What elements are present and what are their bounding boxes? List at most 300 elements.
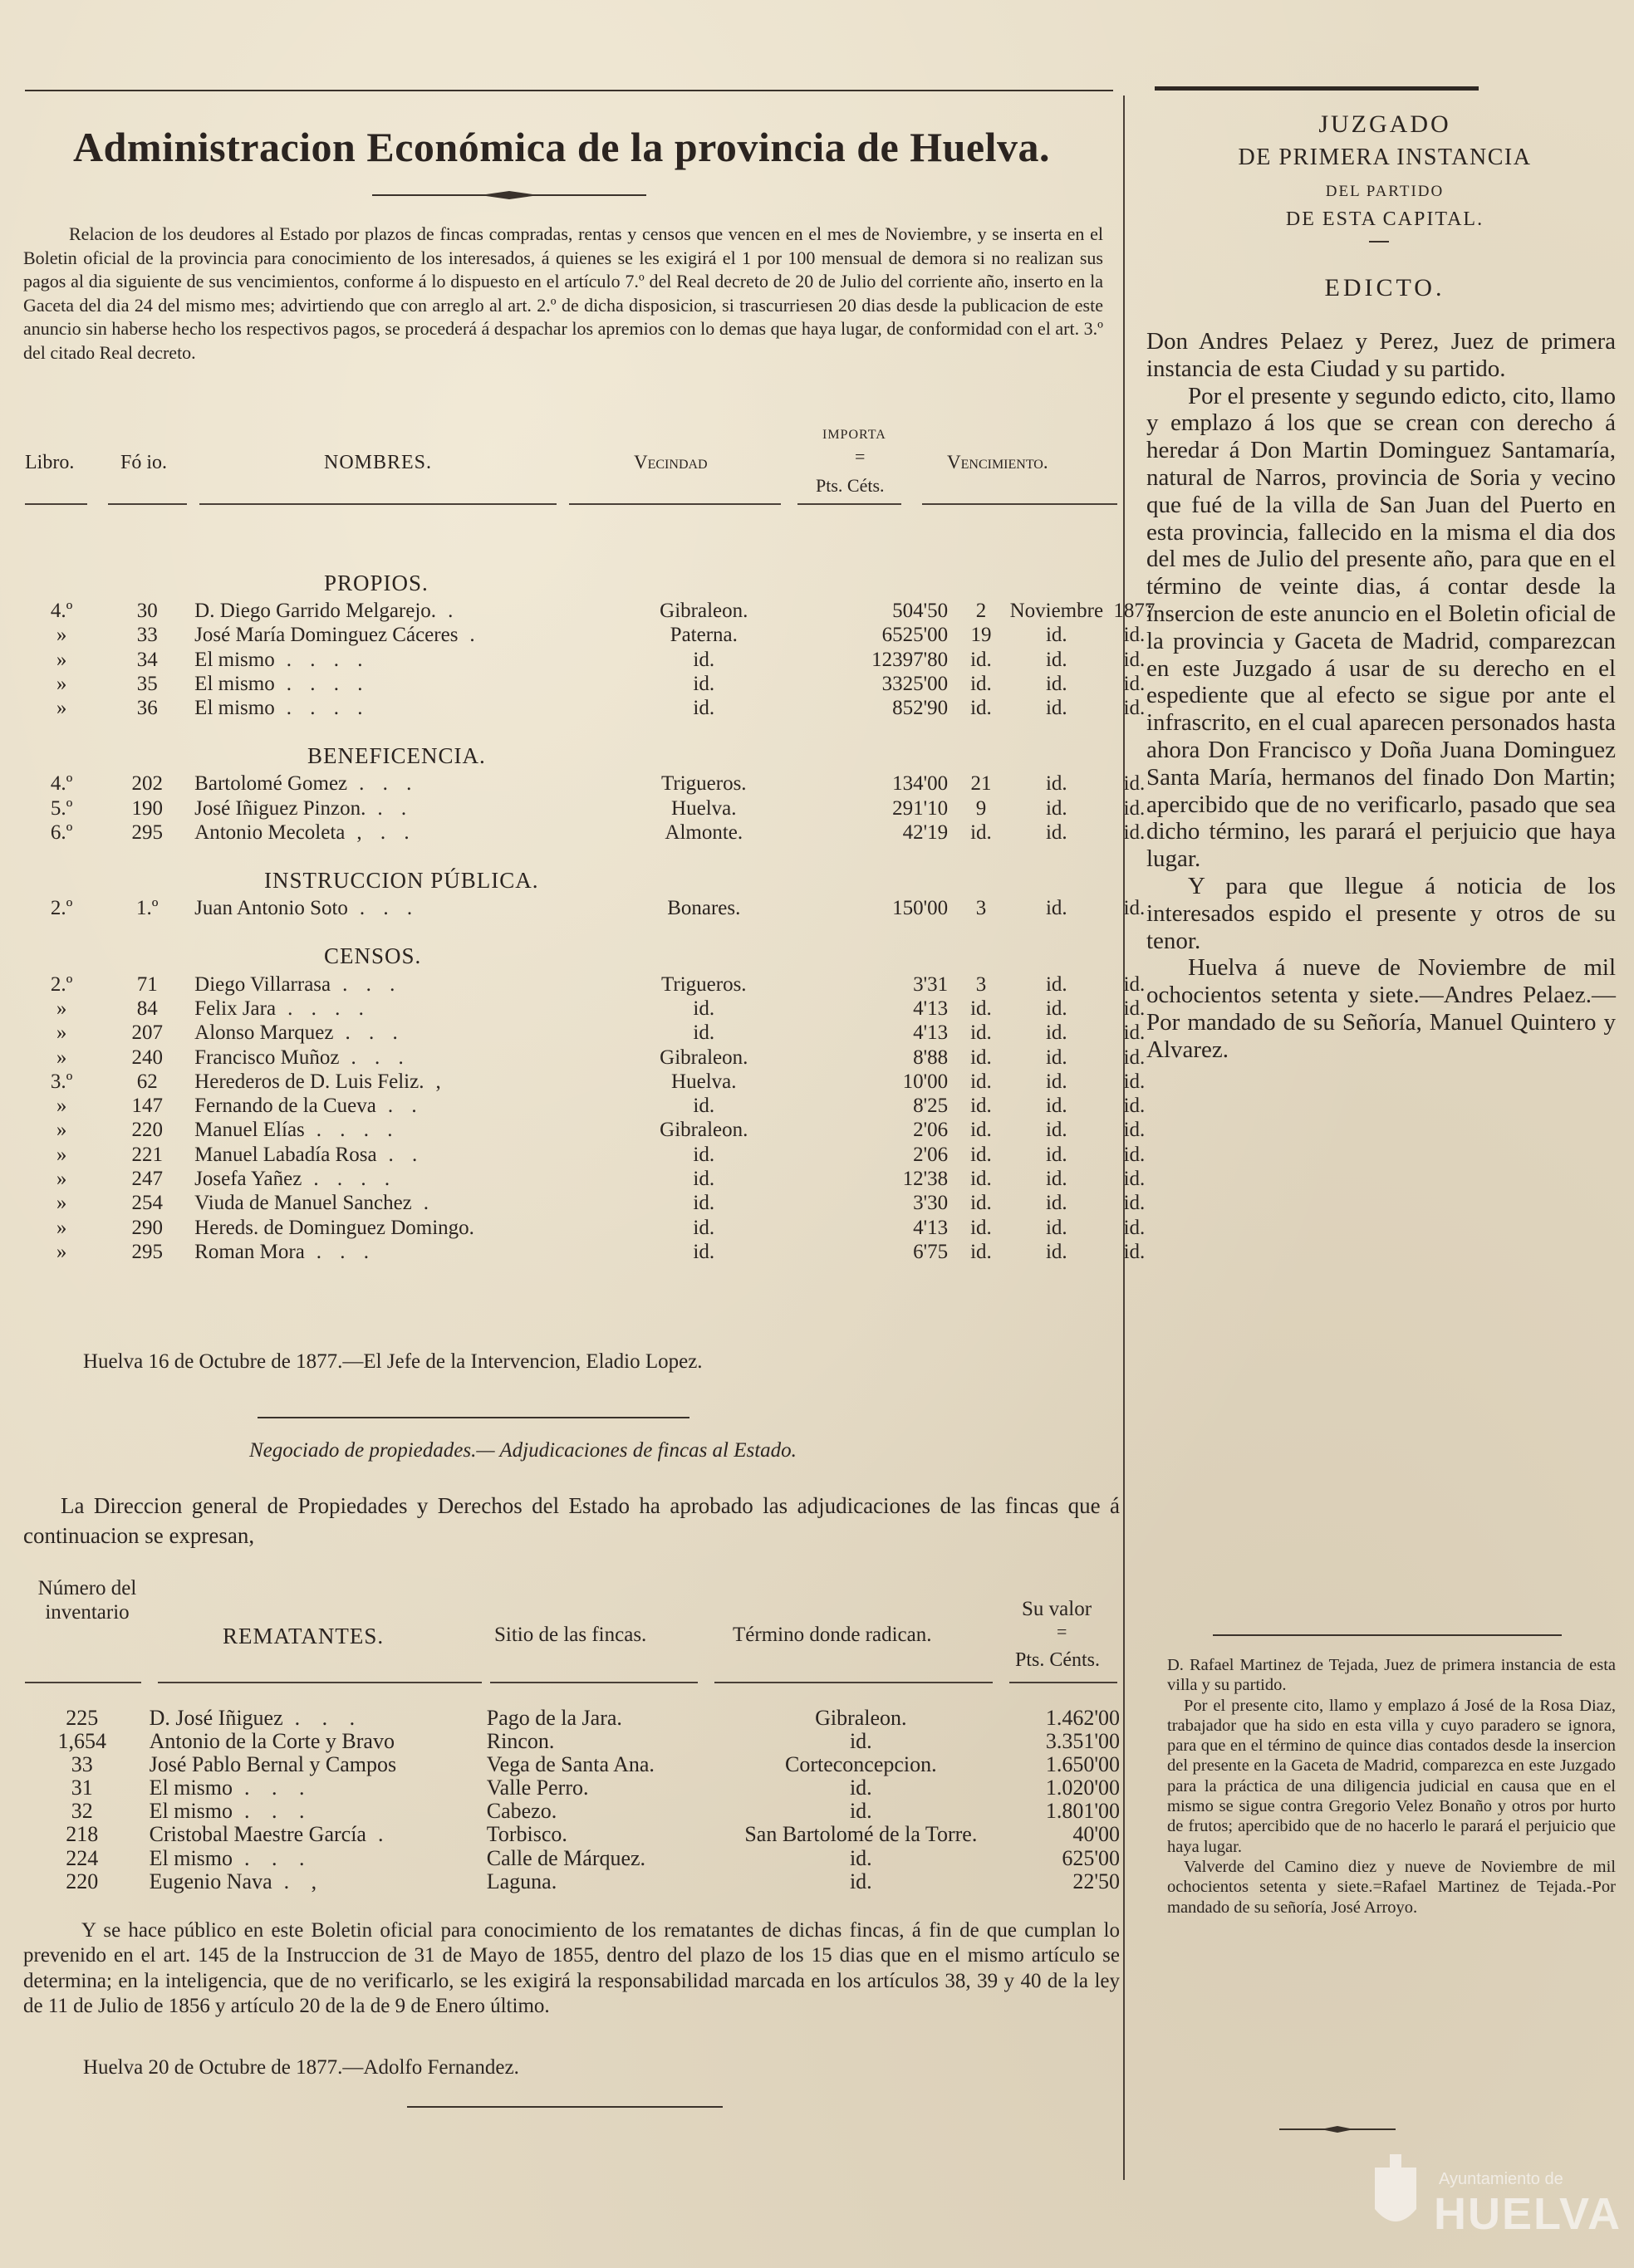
termino-cell: id.	[849, 1869, 872, 1893]
vencimiento-mes-cell: id.	[1045, 1021, 1067, 1045]
sitio-cell: Valle Perro.	[486, 1776, 589, 1800]
nombre-text: D. Diego Garrido Melgarejo.	[194, 600, 437, 622]
sitio-cell: Vega de Santa Ana.	[486, 1752, 655, 1777]
section-title: PROPIOS.	[324, 570, 429, 595]
vencimiento-anio-cell: id.	[1123, 624, 1146, 647]
termino-cell: id.	[849, 1845, 872, 1870]
adjudications-signature: Huelva 20 de Octubre de 1877.—Adolfo Fernandez.	[83, 2056, 519, 2079]
inventario-cell: 31	[71, 1776, 93, 1800]
nombre-cell	[194, 1118, 596, 1142]
rematante-cell	[141, 1776, 487, 1800]
vencimiento-dia-cell: id.	[970, 1240, 992, 1263]
sitio-cell: Laguna.	[486, 1869, 557, 1893]
rematante-text: José Pablo Bernal y Campos	[149, 1752, 397, 1777]
importe-cell: 12'38	[902, 1168, 949, 1191]
inventario-cell: 218	[66, 1822, 99, 1847]
juzgado-capital: DE ESTA CAPITAL.	[1285, 208, 1484, 230]
debtors-intro: Relacion de los deudores al Estado por plazos de fincas compradas, rentas y censos que vencen en el mes de Noviembre, y se inserta en el Boletin oficial de la provincia para conocimiento de los interesados, á quienes se les exigirá el 1 por 100 mensual de demora si no realizan sus pagos al dia siguiente de sus vencimientos, conforme á lo dispuesto en el artículo 7.º del Real decreto de 20 de Julio del corriente año, inserto en la Gaceta del dia 24 del mismo mes; advirtiendo que con arreglo al art. 2.º de dicha disposicion, si trascurriesen 20 dias desde la publicacion de este anuncio sin haberse hecho los respectivos pagos, se procederá á despachar los apremios con lo demas que haya lugar, de conformidad con el art. 3.º del citado Real decreto.	[23, 223, 1103, 363]
adj-underline-5	[1009, 1682, 1117, 1683]
section-title: INSTRUCCION PÚBLICA.	[264, 868, 539, 894]
edicto-heading: EDICTO.	[1324, 274, 1445, 301]
libro-cell: 2.º	[50, 897, 73, 920]
vencimiento-mes-cell: id.	[1045, 1070, 1067, 1093]
vencimiento-dia-cell: id.	[970, 1216, 992, 1239]
sitio-cell: Cabezo.	[486, 1799, 557, 1824]
vencimiento-anio-cell: id.	[1123, 772, 1146, 796]
rematante-text: Cristobal Maestre García	[149, 1822, 366, 1847]
header-vecindad: Vecindad	[634, 452, 708, 473]
leader-dots: . ,	[283, 1869, 326, 1893]
header-valor: Su valor	[1022, 1598, 1092, 1620]
importe-cell: 134'00	[892, 772, 949, 796]
header-valor-units: Pts. Cénts.	[1015, 1649, 1101, 1671]
leader-dots: .	[377, 1822, 392, 1847]
debtors-table	[23, 544, 1161, 1264]
valor-cell: 22'50	[1072, 1869, 1120, 1893]
table-row	[23, 1118, 1161, 1142]
vecindad-cell: Almonte.	[665, 821, 743, 845]
shield-icon	[1367, 2151, 1425, 2242]
vencimiento-anio-cell: id.	[1123, 1021, 1146, 1045]
vecindad-cell: Huelva.	[671, 1070, 737, 1093]
leader-dots: . .	[377, 796, 414, 820]
table-row	[23, 1847, 1124, 1870]
libro-cell: »	[56, 1216, 67, 1239]
importe-cell: 4'13	[913, 1216, 949, 1239]
nombre-text: Francisco Muñoz	[194, 1046, 340, 1069]
header-numero-inventario: Número del inventario	[37, 1577, 137, 1624]
libro-cell: »	[56, 1168, 67, 1191]
vencimiento-dia-cell: 19	[970, 624, 992, 647]
libro-cell: 6.º	[50, 821, 73, 845]
table-row	[23, 1753, 1124, 1776]
vecindad-cell: Trigueros.	[660, 972, 747, 996]
importe-cell: 8'25	[913, 1095, 949, 1118]
vencimiento-anio-cell: id.	[1123, 1216, 1146, 1239]
table-row	[23, 972, 1161, 997]
vencimiento-anio-cell: id.	[1123, 1119, 1146, 1142]
header-termino: Término donde radican.	[733, 1624, 932, 1646]
importe-cell: 12397'80	[871, 648, 949, 671]
vecindad-cell: id.	[693, 1240, 715, 1263]
vencimiento-anio-cell: id.	[1123, 1143, 1146, 1166]
nombre-cell	[194, 1094, 596, 1118]
libro-cell: »	[56, 1143, 67, 1166]
vecindad-cell: id.	[693, 1021, 715, 1045]
table-row	[23, 1800, 1124, 1823]
folio-cell: 147	[131, 1095, 163, 1118]
table-row	[23, 1870, 1124, 1893]
libro-cell: »	[56, 997, 67, 1020]
nombre-text: Manuel Elías	[194, 1119, 305, 1142]
libro-cell: 4.º	[50, 772, 73, 796]
rematante-cell	[141, 1847, 487, 1870]
adj-underline-4	[714, 1682, 993, 1683]
nombre-text: Antonio Mecoleta	[194, 821, 346, 845]
juzgado-subtitle: DE PRIMERA INSTANCIA	[1238, 145, 1532, 170]
vencimiento-dia-cell: 3	[975, 972, 987, 996]
valor-cell: 1.462'00	[1045, 1706, 1120, 1730]
edict-paragraph: Por el presente y segundo edicto, cito, llamo y emplazo á los que se crean con derecho á heredar á Don Martin Dominguez Santamaría, natural de Narros, provincia de Soria y vecino que fué de la villa de San Juan del Puerto en esta provincia, fallecido en la misma el dia dos del mes de Julio del presente año, para que en el término de veinte dias, á contar desde la insercion de este anuncio en el Boletin oficial de la provincia y Gaceta de Madrid, comparezcan en este Juzgado á usar de su derecho en el espediente que al efecto se sigue por ante el infrascrito, en el cual aparecen personados hasta ahora Don Francisco y Doña Juana Dominguez Santa María, hermanos del finado Don Martin; apercibido que de no verificarlo, pasado que sea dicho término, les parará el perjuicio que haya lugar.	[1146, 382, 1616, 873]
importe-cell: 852'90	[892, 697, 949, 720]
table-row	[23, 623, 1161, 647]
vencimiento-anio-cell: id.	[1123, 1095, 1146, 1118]
vecindad-cell: id.	[693, 1095, 715, 1118]
libro-cell: »	[56, 624, 67, 647]
vencimiento-mes-cell: id.	[1045, 997, 1067, 1020]
termino-cell: id.	[849, 1799, 872, 1824]
header-nombres: NOMBRES.	[324, 452, 433, 473]
libro-cell: »	[56, 672, 67, 695]
nombre-text: El mismo	[194, 697, 275, 720]
header-underline-5	[797, 503, 901, 505]
folio-cell: 295	[131, 1240, 163, 1263]
vencimiento-mes-cell: Noviembre	[1009, 600, 1104, 622]
valor-cell: 1.650'00	[1045, 1752, 1120, 1777]
vencimiento-mes-cell: id.	[1045, 1143, 1067, 1166]
leader-dots: ,	[435, 1070, 448, 1093]
vencimiento-dia-cell: id.	[970, 1119, 992, 1142]
edict-paragraph: Don Andres Pelaez y Perez, Juez de primera instancia de esta Ciudad y su partido.	[1146, 328, 1616, 382]
adj-underline-3	[490, 1682, 698, 1683]
nombre-text: Roman Mora	[194, 1240, 305, 1263]
importe-cell: 6525'00	[881, 624, 949, 647]
leader-dots: . .	[387, 1095, 424, 1118]
vecindad-cell: Huelva.	[671, 796, 737, 820]
header-folio: Fó io.	[120, 452, 168, 473]
top-rule-left	[25, 90, 1113, 91]
nombre-text: José Iñiguez Pinzon.	[194, 796, 366, 820]
header-importa-units: Pts. Céts.	[816, 475, 885, 496]
section-heading-row	[23, 845, 1161, 896]
vecindad-cell: Trigueros.	[660, 772, 747, 796]
vecindad-cell: id.	[693, 1192, 715, 1215]
rematante-text: Eugenio Nava	[149, 1869, 272, 1893]
vencimiento-anio-cell: id.	[1123, 1168, 1146, 1191]
section-heading-row	[23, 544, 1161, 599]
main-title: Administracion Económica de la provincia de Huelva.	[73, 124, 1050, 170]
nombre-text: Hereds. de Dominguez Domingo.	[194, 1216, 474, 1239]
debtors-signature: Huelva 16 de Octubre de 1877.—El Jefe de la Intervencion, Eladio Lopez.	[83, 1350, 703, 1373]
vencimiento-dia-cell: id.	[970, 1192, 992, 1215]
nombre-text: Bartolomé Gomez	[194, 772, 348, 796]
table-row	[23, 1776, 1124, 1800]
end-ornament	[1279, 2124, 1396, 2134]
vencimiento-anio-cell: id.	[1123, 997, 1146, 1020]
nombre-cell	[194, 1021, 596, 1045]
inventario-cell: 224	[66, 1845, 99, 1870]
vecindad-cell: Gibraleon.	[660, 1046, 748, 1069]
adj-underline-2	[158, 1682, 482, 1683]
adjudications-intro: La Direccion general de Propiedades y Derechos del Estado ha aprobado las adjudicaciones de las fincas que á continuacion se expresan,	[23, 1493, 1120, 1548]
rematante-cell	[141, 1800, 487, 1823]
vencimiento-mes-cell: id.	[1045, 697, 1067, 720]
folio-cell: 202	[131, 772, 163, 796]
adj-underline-1	[25, 1682, 141, 1683]
nombre-text: Fernando de la Cueva	[194, 1095, 376, 1118]
vencimiento-mes-cell: id.	[1045, 1240, 1067, 1263]
vecindad-cell: id.	[693, 697, 715, 720]
header-sitio: Sitio de las fincas.	[494, 1624, 647, 1646]
libro-cell: »	[56, 1095, 67, 1118]
vencimiento-mes-cell: id.	[1045, 1095, 1067, 1118]
vencimiento-anio-cell: id.	[1123, 1070, 1146, 1093]
vencimiento-dia-cell: id.	[970, 1070, 992, 1093]
leader-dots: . . . .	[286, 648, 370, 671]
nombre-cell	[194, 1167, 596, 1191]
folio-cell: 84	[136, 997, 158, 1020]
nombre-cell	[194, 772, 596, 796]
rematante-cell	[141, 1823, 487, 1846]
folio-cell: 62	[136, 1070, 158, 1093]
leader-dots: . . .	[345, 1021, 405, 1045]
section-separator	[258, 1417, 689, 1418]
nombre-text: Juan Antonio Soto	[194, 897, 348, 920]
vencimiento-dia-cell: id.	[970, 1021, 992, 1045]
vencimiento-anio-cell: id.	[1123, 648, 1146, 671]
leader-dots: . . .	[359, 897, 420, 920]
vencimiento-mes-cell: id.	[1045, 672, 1067, 695]
vencimiento-anio-cell: 1877	[1113, 600, 1156, 622]
title-ornament	[372, 189, 646, 201]
leader-dots: . . .	[316, 1240, 376, 1263]
termino-cell: id.	[849, 1729, 872, 1754]
importe-cell: 2'06	[913, 1119, 949, 1142]
vencimiento-mes-cell: id.	[1045, 1216, 1067, 1239]
nombre-cell	[194, 820, 596, 845]
table-row	[23, 1070, 1161, 1094]
folio-cell: 220	[131, 1119, 163, 1142]
inventario-cell: 220	[66, 1869, 99, 1893]
nombre-cell	[194, 696, 596, 720]
table-row	[23, 820, 1161, 845]
folio-cell: 35	[136, 672, 158, 695]
importe-cell: 4'13	[913, 1021, 949, 1045]
rematante-text: El mismo	[149, 1776, 233, 1800]
rematante-text: El mismo	[149, 1799, 233, 1824]
vencimiento-dia-cell: 9	[975, 796, 987, 820]
juzgado-partido: DEL PARTIDO	[1325, 183, 1445, 200]
header-valor-eq: =	[1057, 1621, 1067, 1642]
vecindad-cell: id.	[693, 1143, 715, 1166]
rematante-cell	[141, 1753, 487, 1776]
importe-cell: 8'88	[913, 1046, 949, 1069]
header-importa-eq: =	[855, 446, 866, 467]
vencimiento-dia-cell: id.	[970, 672, 992, 695]
inventario-cell: 33	[71, 1752, 93, 1777]
libro-cell: »	[56, 1119, 67, 1142]
nombre-cell	[194, 997, 596, 1021]
leader-dots: . . . .	[287, 997, 370, 1020]
vencimiento-dia-cell: id.	[970, 821, 992, 845]
table-row	[23, 672, 1161, 696]
nombre-cell	[194, 972, 596, 997]
adjudications-closing: Y se hace público en este Boletin oficial para conocimiento de los rematantes de dichas fincas, á fin de que cumplan lo prevenido en el art. 145 de la Instruccion de 31 de Mayo de 1855, dentro del plazo de los 15 dias que en el mismo artículo se determina; en la inteligencia, que de no verificarlo, se les exigirá la responsabilidad marcada en los artículos 38, 39 y 40 de la ley de 11 de Julio de 1856 y artículo 20 de la de 9 de Enero último.	[23, 1919, 1120, 2017]
leader-dots: . . .	[294, 1706, 364, 1730]
vencimiento-anio-cell: id.	[1123, 1240, 1146, 1263]
second-edict	[1167, 1655, 1616, 1918]
header-underline-6	[922, 503, 1117, 505]
inventario-cell: 1,654	[57, 1729, 107, 1754]
nombre-text: Josefa Yañez	[194, 1168, 302, 1191]
vecindad-cell: id.	[693, 997, 715, 1020]
table-row	[23, 1823, 1124, 1846]
leader-dots: . . . .	[286, 672, 370, 695]
folio-cell: 247	[131, 1168, 163, 1191]
table-row	[23, 696, 1161, 720]
importe-cell: 504'50	[892, 600, 949, 622]
nombre-text: José María Dominguez Cáceres	[194, 624, 459, 647]
termino-cell: id.	[849, 1776, 872, 1800]
vencimiento-mes-cell: id.	[1045, 1168, 1067, 1191]
folio-cell: 34	[136, 648, 158, 671]
vencimiento-mes-cell: id.	[1045, 821, 1067, 845]
table-row	[23, 1216, 1161, 1240]
folio-cell: 71	[136, 972, 158, 996]
libro-cell: »	[56, 1046, 67, 1069]
negociado-title: Negociado de propiedades.— Adjudicaciones de fincas al Estado.	[249, 1439, 797, 1462]
libro-cell: »	[56, 1021, 67, 1045]
leader-dots: . .	[388, 1143, 424, 1166]
vencimiento-dia-cell: 3	[975, 897, 987, 920]
rematante-text: Antonio de la Corte y Bravo	[149, 1729, 395, 1754]
sitio-cell: Rincon.	[486, 1729, 555, 1754]
folio-cell: 30	[136, 600, 158, 622]
table-row	[23, 1021, 1161, 1045]
libro-cell: 2.º	[50, 972, 73, 996]
nombre-text: Felix Jara	[194, 997, 277, 1020]
valor-cell: 1.801'00	[1045, 1799, 1120, 1824]
rematante-cell	[141, 1707, 487, 1730]
header-libro: Libro.	[25, 452, 75, 473]
nombre-cell	[194, 623, 596, 647]
leader-dots: . . .	[351, 1046, 410, 1069]
header-underline-3	[199, 503, 557, 505]
section-title: CENSOS.	[324, 943, 422, 969]
libro-cell: »	[56, 648, 67, 671]
folio-cell: 207	[131, 1021, 163, 1045]
vencimiento-anio-cell: id.	[1123, 897, 1146, 920]
vecindad-cell: id.	[693, 672, 715, 695]
table-row	[23, 1167, 1161, 1191]
valor-cell: 40'00	[1072, 1822, 1120, 1847]
valor-cell: 3.351'00	[1045, 1729, 1120, 1754]
importe-cell: 42'19	[902, 821, 949, 845]
valor-cell: 625'00	[1062, 1845, 1120, 1870]
nombre-text: Herederos de D. Luis Feliz.	[194, 1070, 424, 1093]
leader-dots: . . . .	[286, 697, 370, 720]
libro-cell: 3.º	[50, 1070, 73, 1093]
table-row	[23, 896, 1161, 920]
termino-cell: Gibraleon.	[815, 1706, 907, 1730]
folio-cell: 190	[131, 796, 163, 820]
section-heading-row	[23, 720, 1161, 772]
vencimiento-anio-cell: id.	[1123, 1046, 1146, 1069]
table-row	[23, 1707, 1124, 1730]
leader-dots: . . .	[244, 1845, 313, 1870]
termino-cell: San Bartolomé de la Torre.	[744, 1822, 978, 1847]
leader-dots: . . .	[359, 772, 419, 796]
rematante-text: El mismo	[149, 1845, 233, 1870]
edict-body	[1146, 328, 1616, 1064]
vencimiento-mes-cell: id.	[1045, 772, 1067, 796]
vencimiento-dia-cell: id.	[970, 1168, 992, 1191]
nombre-text: Alonso Marquez	[194, 1021, 334, 1045]
termino-cell: Corteconcepcion.	[784, 1752, 937, 1777]
leader-dots: , . .	[356, 821, 416, 845]
rematante-text: D. José Iñiguez	[149, 1706, 283, 1730]
table-row	[23, 648, 1161, 672]
second-edict-paragraph: Valverde del Camino diez y nueve de Noviembre de mil ochocientos setenta y siete.=Rafael Martinez de Tejada.-Por mandado de su señoría, José Arroyo.	[1167, 1857, 1616, 1917]
nombre-cell	[194, 1143, 596, 1167]
bottom-separator	[407, 2106, 723, 2108]
header-underline-1	[25, 503, 87, 505]
vencimiento-dia-cell: id.	[970, 997, 992, 1020]
vecindad-cell: Gibraleon.	[660, 600, 748, 622]
folio-cell: 1.º	[135, 897, 159, 920]
nombre-cell	[194, 1240, 596, 1264]
leader-dots: . . .	[342, 972, 402, 996]
nombre-cell	[194, 672, 596, 696]
table-row	[23, 1094, 1161, 1118]
importe-cell: 10'00	[902, 1070, 949, 1093]
vencimiento-anio-cell: id.	[1123, 972, 1146, 996]
vencimiento-dia-cell: id.	[970, 1046, 992, 1069]
leader-dots: .	[469, 624, 482, 647]
nombre-cell	[194, 1070, 596, 1094]
edict-paragraph: Y para que llegue á noticia de los interesados espido el presente y otros de su tenor.	[1146, 872, 1616, 954]
nombre-cell	[194, 599, 596, 623]
leader-dots: . . .	[244, 1799, 313, 1824]
nombre-cell	[194, 1046, 596, 1070]
rematante-cell	[141, 1870, 487, 1893]
rematante-cell	[141, 1730, 487, 1753]
vencimiento-mes-cell: id.	[1045, 1119, 1067, 1142]
importe-cell: 6'75	[913, 1240, 949, 1263]
vencimiento-mes-cell: id.	[1045, 796, 1067, 820]
folio-cell: 290	[131, 1216, 163, 1239]
nombre-text: Diego Villarrasa	[194, 972, 331, 996]
vecindad-cell: id.	[693, 1168, 715, 1191]
header-vencimiento: Vencimiento.	[947, 452, 1048, 473]
nombre-cell	[194, 1191, 596, 1215]
importe-cell: 3325'00	[881, 672, 949, 695]
vencimiento-mes-cell: id.	[1045, 648, 1067, 671]
folio-cell: 240	[131, 1046, 163, 1069]
header-importa: IMPORTA	[822, 428, 886, 442]
table-row	[23, 1143, 1161, 1167]
nombre-text: El mismo	[194, 672, 275, 695]
table-row	[23, 1730, 1124, 1753]
sitio-cell: Pago de la Jara.	[486, 1706, 622, 1730]
nombre-cell	[194, 648, 596, 672]
watermark-small-text: Ayuntamiento de	[1439, 2170, 1563, 2188]
libro-cell: »	[56, 1192, 67, 1215]
table-row	[23, 772, 1161, 796]
folio-cell: 295	[131, 821, 163, 845]
vencimiento-mes-cell: id.	[1045, 1046, 1067, 1069]
vecindad-cell: Gibraleon.	[660, 1119, 748, 1142]
header-underline-2	[108, 503, 187, 505]
vencimiento-dia-cell: id.	[970, 1143, 992, 1166]
vencimiento-dia-cell: id.	[970, 1095, 992, 1118]
table-row	[23, 997, 1161, 1021]
vecindad-cell: Paterna.	[670, 624, 738, 647]
juzgado-title: JUZGADO	[1318, 110, 1451, 138]
table-row	[23, 1191, 1161, 1215]
libro-cell: »	[56, 697, 67, 720]
juzgado-dash	[1369, 241, 1389, 242]
